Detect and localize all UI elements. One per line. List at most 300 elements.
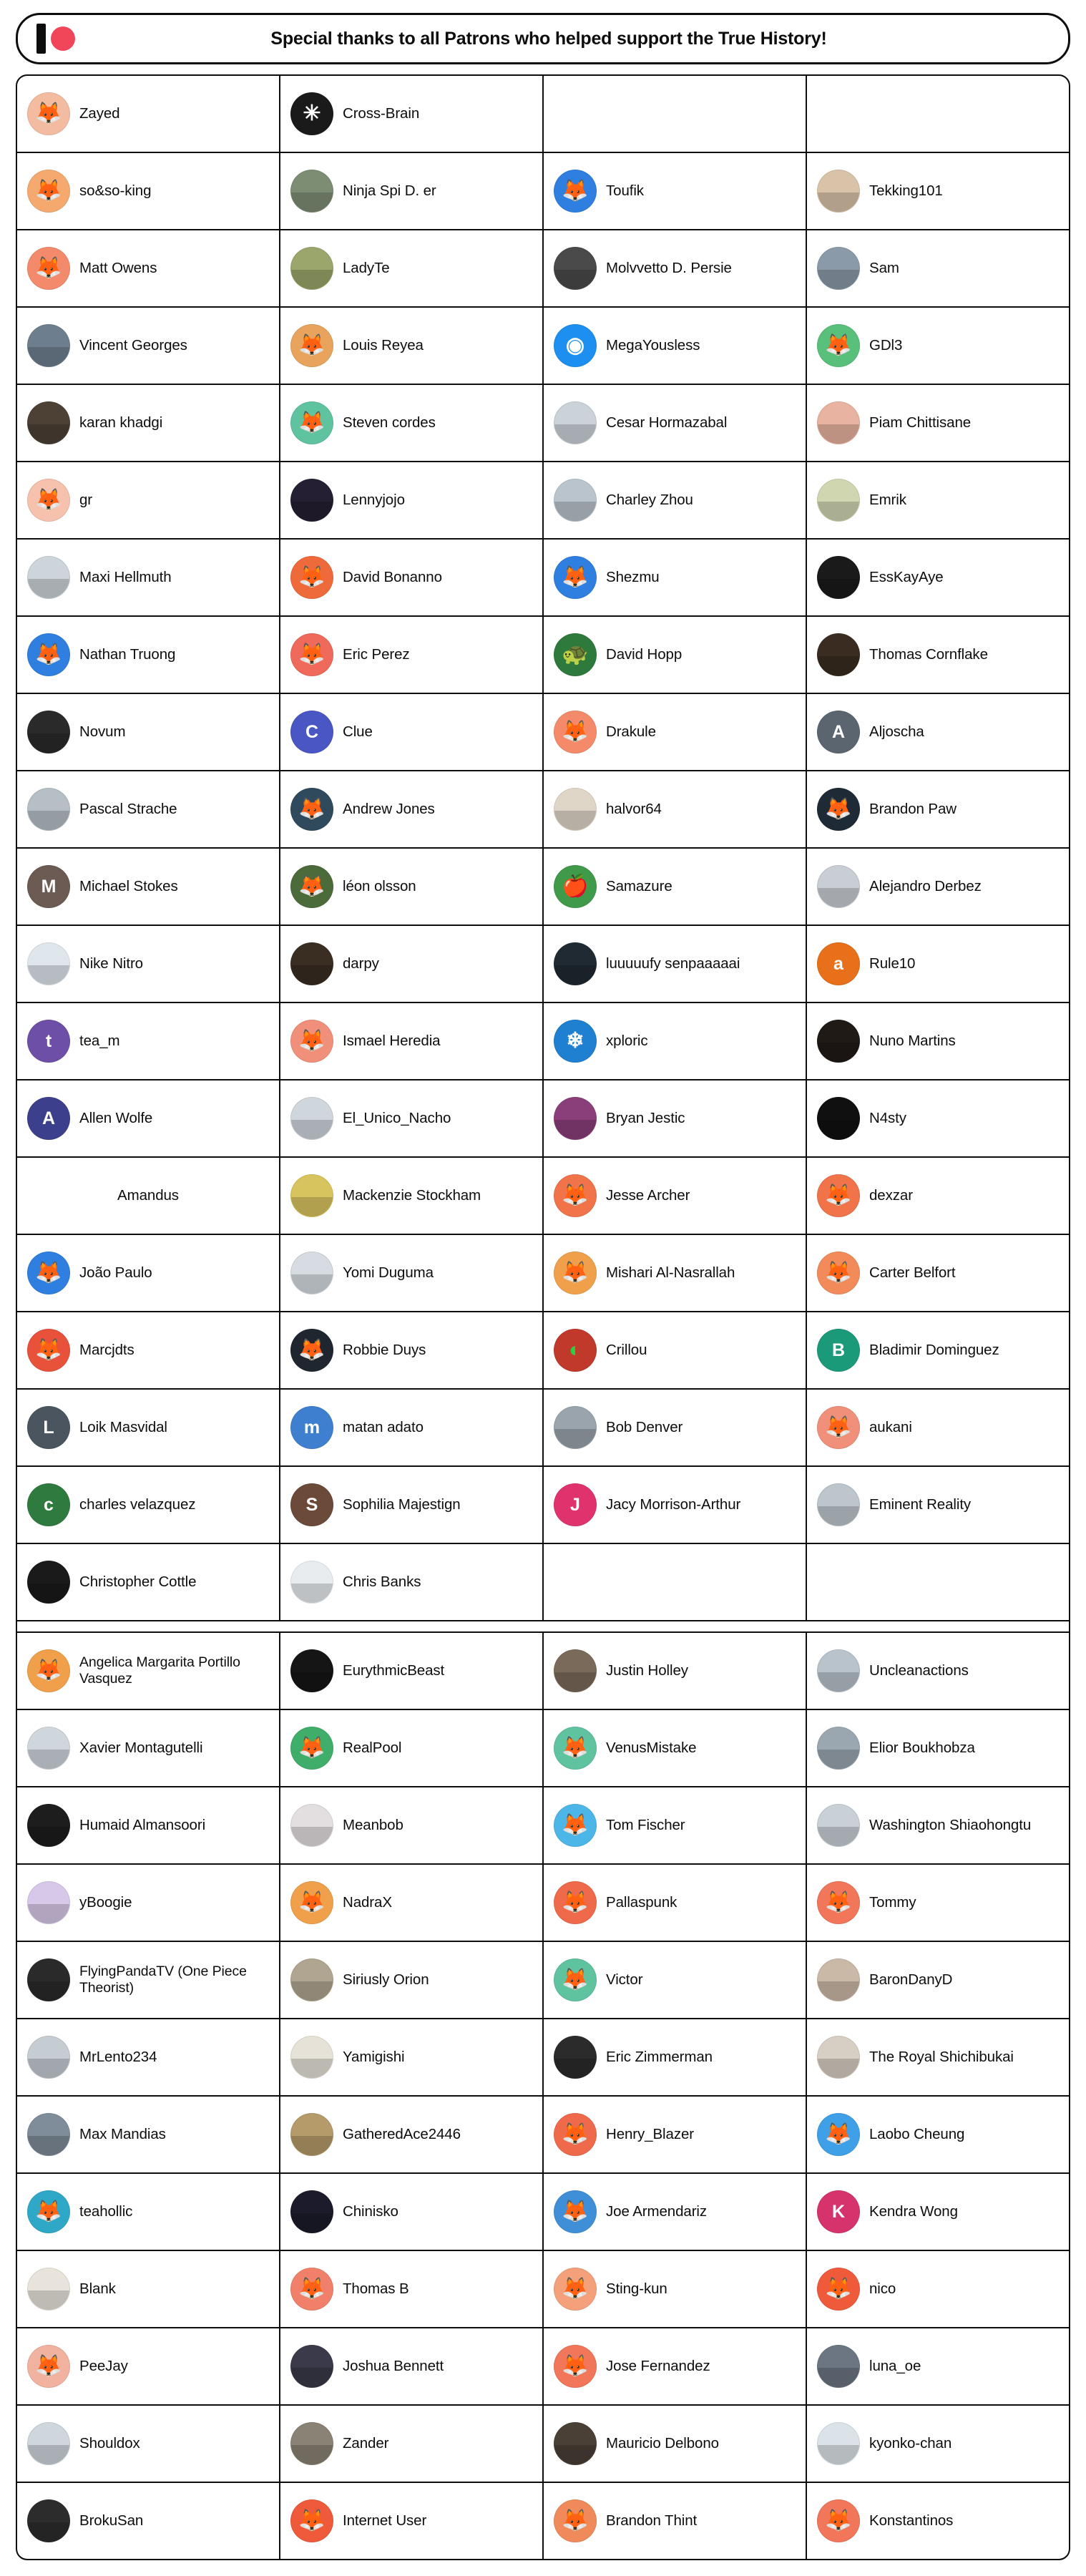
avatar: [554, 1329, 597, 1372]
avatar: [27, 2190, 70, 2233]
patron-name: Clue: [343, 723, 373, 740]
patron-name: Mackenzie Stockham: [343, 1186, 481, 1204]
avatar: [27, 324, 70, 367]
patron-name: Uncleanactions: [869, 1662, 969, 1679]
avatar: [817, 2499, 860, 2542]
avatar-glyph-icon: 🦊: [562, 1261, 589, 1284]
avatar: [554, 2499, 597, 2542]
patron-cell: [807, 1710, 1069, 1786]
patron-name: BrokuSan: [79, 2512, 144, 2529]
avatar: [817, 711, 860, 753]
avatar: [290, 401, 333, 444]
patron-name: João Paulo: [79, 1264, 152, 1281]
avatar: [290, 865, 333, 908]
avatar: [817, 788, 860, 831]
patron-name: Samazure: [606, 877, 672, 894]
header-banner: [16, 13, 1070, 64]
patron-name: Rule10: [869, 955, 916, 972]
grid-block-divider: [17, 1621, 1069, 1631]
patron-cell: [807, 540, 1069, 615]
patron-name: Yomi Duguma: [343, 1264, 434, 1281]
patron-name: LadyTe: [343, 259, 390, 276]
avatar-initial: M: [41, 876, 57, 897]
patron-cell: [17, 1003, 279, 1079]
patron-name: tea_m: [79, 1032, 120, 1049]
patron-name: Robbie Duys: [343, 1341, 426, 1358]
patron-name: Allen Wolfe: [79, 1109, 153, 1126]
patron-cell: [280, 1544, 542, 1620]
avatar-glyph-icon: 🦊: [35, 2200, 62, 2223]
patron-name: Cesar Hormazabal: [606, 414, 728, 431]
patron-cell: [544, 2406, 806, 2482]
patron-name: aukani: [869, 1418, 912, 1435]
patron-cell: [280, 308, 542, 384]
patron-cell: [280, 385, 542, 461]
patron-cell: [807, 2483, 1069, 2559]
patron-name: EssKayAye: [869, 568, 944, 585]
patron-cell: [544, 1787, 806, 1863]
patron-cell: [280, 1710, 542, 1786]
avatar: [27, 479, 70, 522]
avatar: [27, 2036, 70, 2079]
patron-cell: [17, 617, 279, 693]
patron-cell: [17, 2406, 279, 2482]
patron-grid: [16, 74, 1070, 2560]
avatar: [817, 1174, 860, 1217]
avatar: [554, 2268, 597, 2311]
patron-name: Matt Owens: [79, 259, 157, 276]
patron-cell: [807, 1235, 1069, 1311]
avatar-initial: a: [833, 953, 843, 974]
patron-cell: [807, 2406, 1069, 2482]
patron-name: Justin Holley: [606, 1662, 688, 1679]
patron-name: luna_oe: [869, 2357, 921, 2374]
avatar-initial: S: [305, 1494, 318, 1515]
patron-name: Jose Fernandez: [606, 2357, 710, 2374]
avatar-initial: B: [831, 1340, 846, 1360]
patron-name: Ninja Spi D. er: [343, 182, 436, 199]
avatar: [817, 170, 860, 213]
patron-cell: [280, 1080, 542, 1156]
patron-cell: [544, 926, 806, 1002]
patron-name: Brandon Paw: [869, 800, 957, 817]
avatar: [27, 2422, 70, 2465]
patron-cell: [280, 694, 542, 770]
avatar: [817, 865, 860, 908]
patron-cell: [17, 926, 279, 1002]
avatar: [817, 1804, 860, 1847]
avatar: [554, 942, 597, 985]
avatar: [290, 247, 333, 290]
patron-name: RealPool: [343, 1739, 402, 1756]
patron-name: N4sty: [869, 1109, 906, 1126]
avatar-glyph-icon: 🦊: [35, 2354, 62, 2378]
patron-name: Mauricio Delbono: [606, 2434, 719, 2451]
patron-name: charles velazquez: [79, 1496, 196, 1513]
patron-cell: [17, 1235, 279, 1311]
patron-name: GatheredAce2446: [343, 2125, 461, 2142]
patron-cell: [280, 462, 542, 538]
patron-name: Emrik: [869, 491, 906, 508]
patron-cell: [544, 540, 806, 615]
patron-name: karan khadgi: [79, 414, 163, 431]
avatar: [554, 1881, 597, 1924]
avatar-initial: t: [45, 1030, 52, 1051]
avatar: [290, 2190, 333, 2233]
patron-name: Nathan Truong: [79, 645, 176, 663]
avatar: [817, 2113, 860, 2156]
patron-cell: [807, 617, 1069, 693]
patron-cell: [807, 2019, 1069, 2095]
patron-name: Blank: [79, 2280, 116, 2297]
patron-cell: [17, 694, 279, 770]
patron-name: Toufik: [606, 182, 644, 199]
avatar: [817, 247, 860, 290]
patron-cell: [280, 1312, 542, 1388]
avatar-glyph-icon: 🦊: [298, 1736, 326, 1760]
avatar: [290, 556, 333, 599]
patron-name: nico: [869, 2280, 896, 2297]
patron-name: teahollic: [79, 2202, 133, 2220]
patron-cell: [807, 1312, 1069, 1388]
avatar: [554, 1649, 597, 1692]
avatar: [817, 1483, 860, 1526]
avatar: [27, 2345, 70, 2388]
avatar-glyph-icon: 🦊: [35, 488, 62, 512]
patron-cell: [544, 1312, 806, 1388]
patron-cell: [17, 2097, 279, 2172]
patron-name: GDl3: [869, 336, 903, 353]
patron-name: Christopher Cottle: [79, 1573, 197, 1590]
patron-cell: [544, 2097, 806, 2172]
avatar: [554, 247, 597, 290]
patron-cell: [807, 1942, 1069, 2018]
avatar-glyph-icon: 🦊: [562, 179, 589, 203]
avatar: [27, 1329, 70, 1372]
patron-cell: [280, 76, 542, 152]
patron-cell: [807, 849, 1069, 924]
avatar: [27, 2268, 70, 2311]
avatar: [817, 2345, 860, 2388]
avatar: [554, 556, 597, 599]
patron-name: so&so-king: [79, 182, 152, 199]
patron-cell: [544, 1633, 806, 1709]
avatar-glyph-icon: ✳: [303, 102, 321, 125]
patron-cell: [807, 230, 1069, 306]
avatar: [290, 1174, 333, 1217]
avatar-glyph-icon: 🦊: [298, 1029, 326, 1053]
patron-cell: [807, 2174, 1069, 2250]
patron-name: Nuno Martins: [869, 1032, 956, 1049]
patron-name: Jacy Morrison-Arthur: [606, 1496, 741, 1513]
avatar-glyph-icon: 🦊: [298, 2277, 326, 2301]
patron-name: David Bonanno: [343, 568, 442, 585]
patron-cell: [280, 849, 542, 924]
patron-name: Bladimir Dominguez: [869, 1341, 999, 1358]
patron-cell: [807, 1633, 1069, 1709]
avatar-glyph-icon: 🦊: [825, 1415, 852, 1439]
avatar: [290, 1649, 333, 1692]
avatar: [817, 556, 860, 599]
patron-cell: [280, 2174, 542, 2250]
patron-name: Chinisko: [343, 2202, 398, 2220]
patron-name: Sam: [869, 259, 899, 276]
avatar-glyph-icon: 🦊: [562, 1890, 589, 1914]
avatar-glyph-icon: 🦊: [562, 2200, 589, 2223]
patron-name: Mishari Al-Nasrallah: [606, 1264, 735, 1281]
page-title: Special thanks to all Patrons who helped support the True History!: [270, 28, 827, 49]
patron-name: Crillou: [606, 1341, 647, 1358]
patron-name: Elior Boukhobza: [869, 1739, 975, 1756]
patron-cell-empty: [807, 1544, 1069, 1620]
patron-cell: [280, 1235, 542, 1311]
avatar: [27, 865, 70, 908]
avatar: [554, 1252, 597, 1294]
avatar-initial: A: [41, 1108, 56, 1128]
patron-name: Piam Chittisane: [869, 414, 972, 431]
patron-name: The Royal Shichibukai: [869, 2048, 1014, 2065]
patron-cell: [17, 462, 279, 538]
avatar: [27, 1252, 70, 1294]
patron-cell-empty: [807, 76, 1069, 152]
patron-name: Internet User: [343, 2512, 427, 2529]
patron-cell: [17, 1158, 279, 1234]
patron-name: David Hopp: [606, 645, 683, 663]
avatar: [554, 633, 597, 676]
patron-cell: [544, 230, 806, 306]
avatar-glyph-icon: 🦊: [825, 1184, 852, 1207]
patron-name: Drakule: [606, 723, 656, 740]
patron-name: Nike Nitro: [79, 955, 143, 972]
patron-name: Maxi Hellmuth: [79, 568, 172, 585]
patron-name: Eric Perez: [343, 645, 410, 663]
patron-name: VenusMistake: [606, 1739, 697, 1756]
patron-name: Brandon Thint: [606, 2512, 698, 2529]
avatar: [27, 788, 70, 831]
avatar-initial: A: [831, 721, 846, 742]
patron-name: dexzar: [869, 1186, 913, 1204]
avatar: [290, 1329, 333, 1372]
patron-cell: [280, 2019, 542, 2095]
patron-cell: [807, 1080, 1069, 1156]
patron-name: léon olsson: [343, 877, 416, 894]
patron-name: Molvvetto D. Persie: [606, 259, 732, 276]
avatar: [290, 633, 333, 676]
avatar: [290, 479, 333, 522]
patron-name: Henry_Blazer: [606, 2125, 694, 2142]
patron-cell: [544, 308, 806, 384]
patron-name: Meanbob: [343, 1816, 403, 1833]
avatar: [27, 1020, 70, 1063]
patron-cell: [544, 771, 806, 847]
patron-name: halvor64: [606, 800, 662, 817]
avatar: [290, 92, 333, 135]
avatar-initial: K: [831, 2201, 846, 2222]
patron-name: Xavier Montagutelli: [79, 1739, 203, 1756]
patron-cell: [17, 385, 279, 461]
patron-name: Max Mandias: [79, 2125, 166, 2142]
avatar: [27, 1881, 70, 1924]
avatar: [27, 92, 70, 135]
patron-cell: [17, 1390, 279, 1465]
avatar: [817, 942, 860, 985]
avatar-glyph-icon: 🦊: [562, 1736, 589, 1760]
patron-name: gr: [79, 491, 93, 508]
avatar: [27, 2113, 70, 2156]
patron-cell: [280, 2251, 542, 2327]
avatar: [27, 2499, 70, 2542]
avatar: [817, 2268, 860, 2311]
avatar-glyph-icon: 🦊: [298, 333, 326, 357]
patron-name: Amandus: [117, 1186, 179, 1204]
patron-name: Aljoscha: [869, 723, 924, 740]
patron-name: Zayed: [79, 104, 120, 122]
patron-cell: [807, 462, 1069, 538]
patron-cell: [280, 230, 542, 306]
patron-name: Zander: [343, 2434, 389, 2451]
patron-cell: [807, 1787, 1069, 1863]
patron-name: Michael Stokes: [79, 877, 178, 894]
patron-name: Cross-Brain: [343, 104, 420, 122]
patron-name: Bryan Jestic: [606, 1109, 685, 1126]
patron-cell: [807, 308, 1069, 384]
patron-cell: [807, 2097, 1069, 2172]
avatar: [817, 401, 860, 444]
patron-name: Humaid Almansoori: [79, 1816, 206, 1833]
patron-cell: [17, 1467, 279, 1543]
avatar: [27, 633, 70, 676]
patron-cell: [544, 2251, 806, 2327]
avatar-glyph-icon: 🦊: [35, 102, 62, 125]
patron-name: Tommy: [869, 1893, 916, 1911]
avatar-glyph-icon: 🦊: [35, 1659, 62, 1682]
patron-cell: [544, 2483, 806, 2559]
avatar: [290, 2345, 333, 2388]
patron-cell: [17, 540, 279, 615]
avatar: [817, 1252, 860, 1294]
patron-cell: [807, 926, 1069, 1002]
patron-name: Pallaspunk: [606, 1893, 677, 1911]
patron-name: Carter Belfort: [869, 1264, 956, 1281]
avatar: [290, 1804, 333, 1847]
patron-cell: [280, 1390, 542, 1465]
avatar: [554, 1804, 597, 1847]
avatar-glyph-icon: 🦊: [825, 1890, 852, 1914]
avatar: [554, 788, 597, 831]
patron-cell: [280, 1787, 542, 1863]
patron-name: Tom Fischer: [606, 1816, 685, 1833]
avatar: [817, 1020, 860, 1063]
avatar: [290, 2499, 333, 2542]
avatar: [817, 1406, 860, 1449]
patron-cell: [807, 1158, 1069, 1234]
avatar: [817, 324, 860, 367]
patron-name: Thomas B: [343, 2280, 409, 2297]
patron-cell: [807, 2251, 1069, 2327]
avatar-glyph-icon: ◉: [565, 333, 585, 357]
patron-cell: [280, 1865, 542, 1941]
avatar-glyph-icon: 🦊: [35, 256, 62, 280]
patron-name: Shouldox: [79, 2434, 140, 2451]
avatar: [290, 2268, 333, 2311]
avatar: [817, 1958, 860, 2001]
patron-name: Steven cordes: [343, 414, 436, 431]
avatar-glyph-icon: 🦊: [298, 874, 326, 898]
patron-cell: [807, 153, 1069, 229]
avatar: [817, 1881, 860, 1924]
avatar: [290, 1483, 333, 1526]
patron-cell: [807, 771, 1069, 847]
patron-cell-empty: [544, 76, 806, 152]
patron-name: Siriusly Orion: [343, 1971, 429, 1988]
avatar-glyph-icon: 🦊: [298, 2509, 326, 2532]
patron-cell: [17, 1633, 279, 1709]
avatar-glyph-icon: 🐢: [562, 643, 589, 666]
patron-cell: [17, 1942, 279, 2018]
avatar-glyph-icon: 🦊: [298, 643, 326, 666]
avatar-initial: L: [43, 1417, 54, 1438]
avatar: [554, 2190, 597, 2233]
patron-cell: [544, 1467, 806, 1543]
patron-name: Joe Armendariz: [606, 2202, 708, 2220]
patron-name: matan adato: [343, 1418, 424, 1435]
avatar: [27, 1649, 70, 1692]
patron-name: Sting-kun: [606, 2280, 667, 2297]
avatar: [290, 1252, 333, 1294]
avatar-glyph-icon: 🦊: [825, 2277, 852, 2301]
avatar-glyph-icon: 🦊: [825, 1261, 852, 1284]
avatar: [290, 1561, 333, 1604]
avatar: [554, 1097, 597, 1140]
avatar-glyph-icon: 🦊: [298, 411, 326, 434]
patron-name: Vincent Georges: [79, 336, 187, 353]
avatar: [290, 1727, 333, 1770]
avatar-glyph-icon: 🦊: [35, 179, 62, 203]
patron-cell: [280, 2097, 542, 2172]
patron-cell: [807, 1390, 1069, 1465]
patron-cell: [17, 1080, 279, 1156]
patron-cell: [544, 1942, 806, 2018]
avatar: [554, 1174, 597, 1217]
patron-cell: [544, 1710, 806, 1786]
patron-name: MegaYousless: [606, 336, 700, 353]
avatar: [27, 1483, 70, 1526]
avatar-glyph-icon: 🦊: [35, 643, 62, 666]
patron-cell: [17, 153, 279, 229]
avatar-glyph-icon: 🦊: [298, 1890, 326, 1914]
patron-cell: [17, 2328, 279, 2404]
avatar: [817, 1727, 860, 1770]
logo-dot-shape: [51, 26, 75, 51]
avatar-glyph-icon: 🦊: [825, 797, 852, 821]
avatar-glyph-icon: 🦊: [562, 2509, 589, 2532]
patron-name: Konstantinos: [869, 2512, 954, 2529]
avatar: [290, 1020, 333, 1063]
patron-cell: [17, 1710, 279, 1786]
patron-name: FlyingPandaTV (One Piece Theorist): [79, 1963, 247, 1996]
avatar-initial: c: [44, 1494, 54, 1515]
avatar-glyph-icon: 🦊: [562, 720, 589, 743]
avatar: [554, 401, 597, 444]
patron-cell: [17, 2483, 279, 2559]
avatar: [554, 711, 597, 753]
avatar: [554, 324, 597, 367]
avatar: [554, 1020, 597, 1063]
patron-cell: [544, 1080, 806, 1156]
avatar: [554, 2422, 597, 2465]
patron-cell: [544, 2019, 806, 2095]
avatar: [27, 942, 70, 985]
